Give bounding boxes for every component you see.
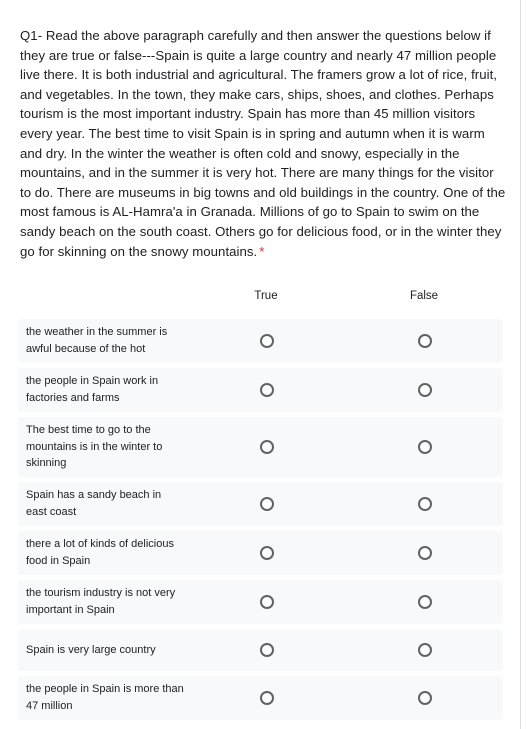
radio-false[interactable] — [418, 643, 432, 657]
radio-false[interactable] — [418, 595, 432, 609]
grid-row — [18, 417, 503, 477]
required-asterisk: * — [259, 243, 265, 259]
grid-row — [18, 482, 503, 526]
grid-row — [18, 319, 503, 363]
grid-row — [18, 531, 503, 575]
row-label: the people in Spain work in factories and farms — [26, 375, 159, 404]
row-label: The best time to go to the mountains is in the winter to skinning — [26, 424, 163, 469]
row-label: there a lot of kinds of delicious food in Spain — [26, 538, 174, 567]
radio-false[interactable] — [418, 440, 432, 454]
question-text: Q1- Read the above paragraph carefully and then answer the questions below if they are true or false---Spain is quite a large country and nearly 47 million people live there. It is both industrial and agricultural. The framers grow a lot of rice, fruit, and vegetables. In the town, they make cars, ships, shoes, and clothes. Perhaps tourism is the most important industry. Spain has more than 45 million visitors every year. The best time to visit Spain is in spring and autumn when it is warm and dry. In the winter the weather is often cold and snowy, especially in the mountains, and in the summer it is very hot. There are many things for the visitor to do. There are museums in big towns and old buildings in the country. One of the most famous is AL-Hamra'a in Granada. Millions of go to Spain to swim on the sandy beach on the south coast. Others go for delicious food, or in the winter they go for skinning on the snowy mountains. — [20, 28, 506, 259]
radio-true[interactable] — [260, 440, 274, 454]
row-label: the people in Spain is more than 47 million — [26, 683, 184, 712]
question-text-block — [20, 26, 508, 261]
radio-false[interactable] — [418, 546, 432, 560]
radio-true[interactable] — [260, 334, 274, 348]
radio-false[interactable] — [418, 691, 432, 705]
grid-row — [18, 676, 503, 720]
radio-true[interactable] — [260, 497, 274, 511]
row-label: Spain is very large country — [26, 644, 156, 656]
column-header-false: False — [409, 290, 439, 302]
radio-true[interactable] — [260, 595, 274, 609]
radio-true[interactable] — [260, 383, 274, 397]
radio-true[interactable] — [260, 546, 274, 560]
row-label: the tourism industry is not very important in Spain — [26, 587, 176, 616]
row-label: Spain has a sandy beach in east coast — [26, 489, 162, 518]
radio-false[interactable] — [418, 334, 432, 348]
radio-false[interactable] — [418, 383, 432, 397]
column-header-true: True — [254, 290, 278, 302]
radio-false[interactable] — [418, 497, 432, 511]
grid-row — [18, 629, 503, 671]
radio-true[interactable] — [260, 643, 274, 657]
grid-row — [18, 580, 503, 624]
grid-row — [18, 368, 503, 412]
row-label: the weather in the summer is awful because of the hot — [26, 326, 168, 355]
radio-true[interactable] — [260, 691, 274, 705]
